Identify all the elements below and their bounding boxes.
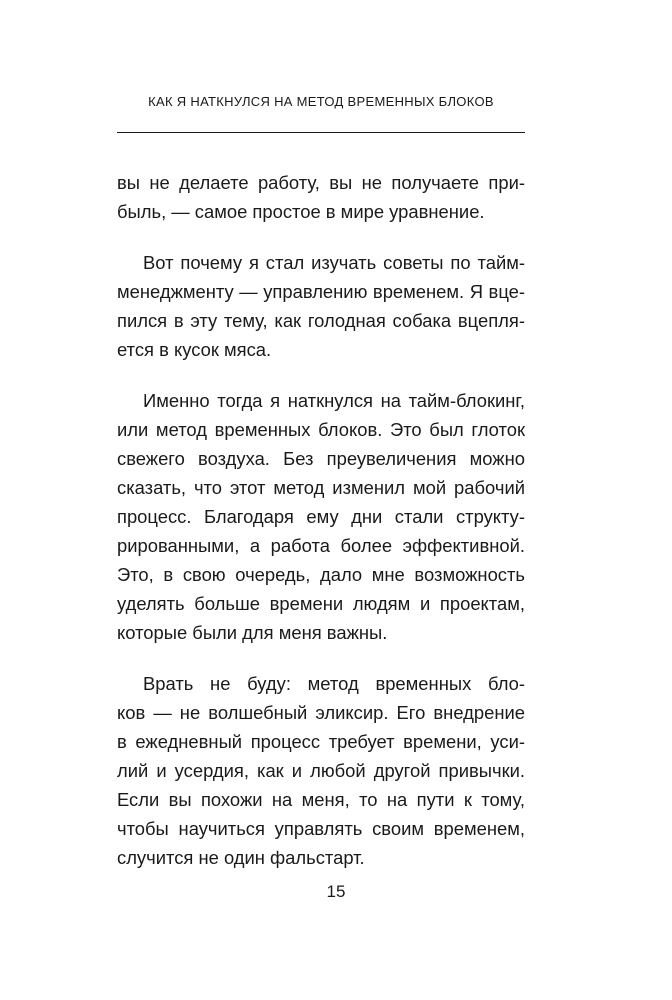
running-header: КАК Я НАТКНУЛСЯ НА МЕТОД ВРЕМЕННЫХ БЛОКОВ	[148, 94, 494, 109]
text-line: рированными, а работа более эффективной.	[117, 535, 525, 556]
text-line: уделять больше времени людям и проектам,	[117, 593, 525, 614]
text-line: Именно тогда я наткнулся на тайм-блокинг,	[143, 390, 525, 411]
body-text	[117, 168, 525, 894]
text-line: Если вы похожи на меня, то на пути к тому,	[117, 789, 525, 810]
paragraph	[117, 168, 525, 226]
text-line: чтобы научиться управлять своим временем,	[117, 818, 525, 839]
text-line: лий и усердия, как и любой другой привычки.	[117, 760, 525, 781]
text-line: свежего воздуха. Без преувеличения можно	[117, 448, 525, 469]
page-number: 15	[326, 882, 346, 901]
text-line: или метод временных блоков. Это был глоток	[117, 419, 525, 440]
text-line: сказать, что этот метод изменил мой рабочий	[117, 477, 525, 498]
text-line: ков — не волшебный эликсир. Его внедрение	[117, 702, 525, 723]
text-line: вы не делаете работу, вы не получаете при-	[117, 172, 525, 193]
text-line: Врать не буду: метод временных бло-	[143, 673, 525, 694]
paragraph	[117, 248, 525, 364]
text-line: Вот почему я стал изучать советы по тайм-	[143, 252, 525, 273]
text-line: пился в эту тему, как голодная собака вцепля-	[117, 310, 525, 331]
text-line: процесс. Благодаря ему дни стали структу-	[117, 506, 525, 527]
text-line: в ежедневный процесс требует времени, уси-	[117, 731, 525, 752]
header-rule	[117, 132, 525, 133]
text-line: Это, в свою очередь, дало мне возможность	[117, 564, 525, 585]
text-line: которые были для меня важны.	[117, 622, 388, 643]
text-line: случится не один фальстарт.	[117, 847, 365, 868]
text-line: ется в кусок мяса.	[117, 339, 272, 360]
text-line: быль, — самое простое в мире уравнение.	[117, 201, 485, 222]
paragraph	[117, 669, 525, 872]
text-line: менеджменту — управлению временем. Я вце-	[117, 281, 525, 302]
paragraph	[117, 386, 525, 647]
